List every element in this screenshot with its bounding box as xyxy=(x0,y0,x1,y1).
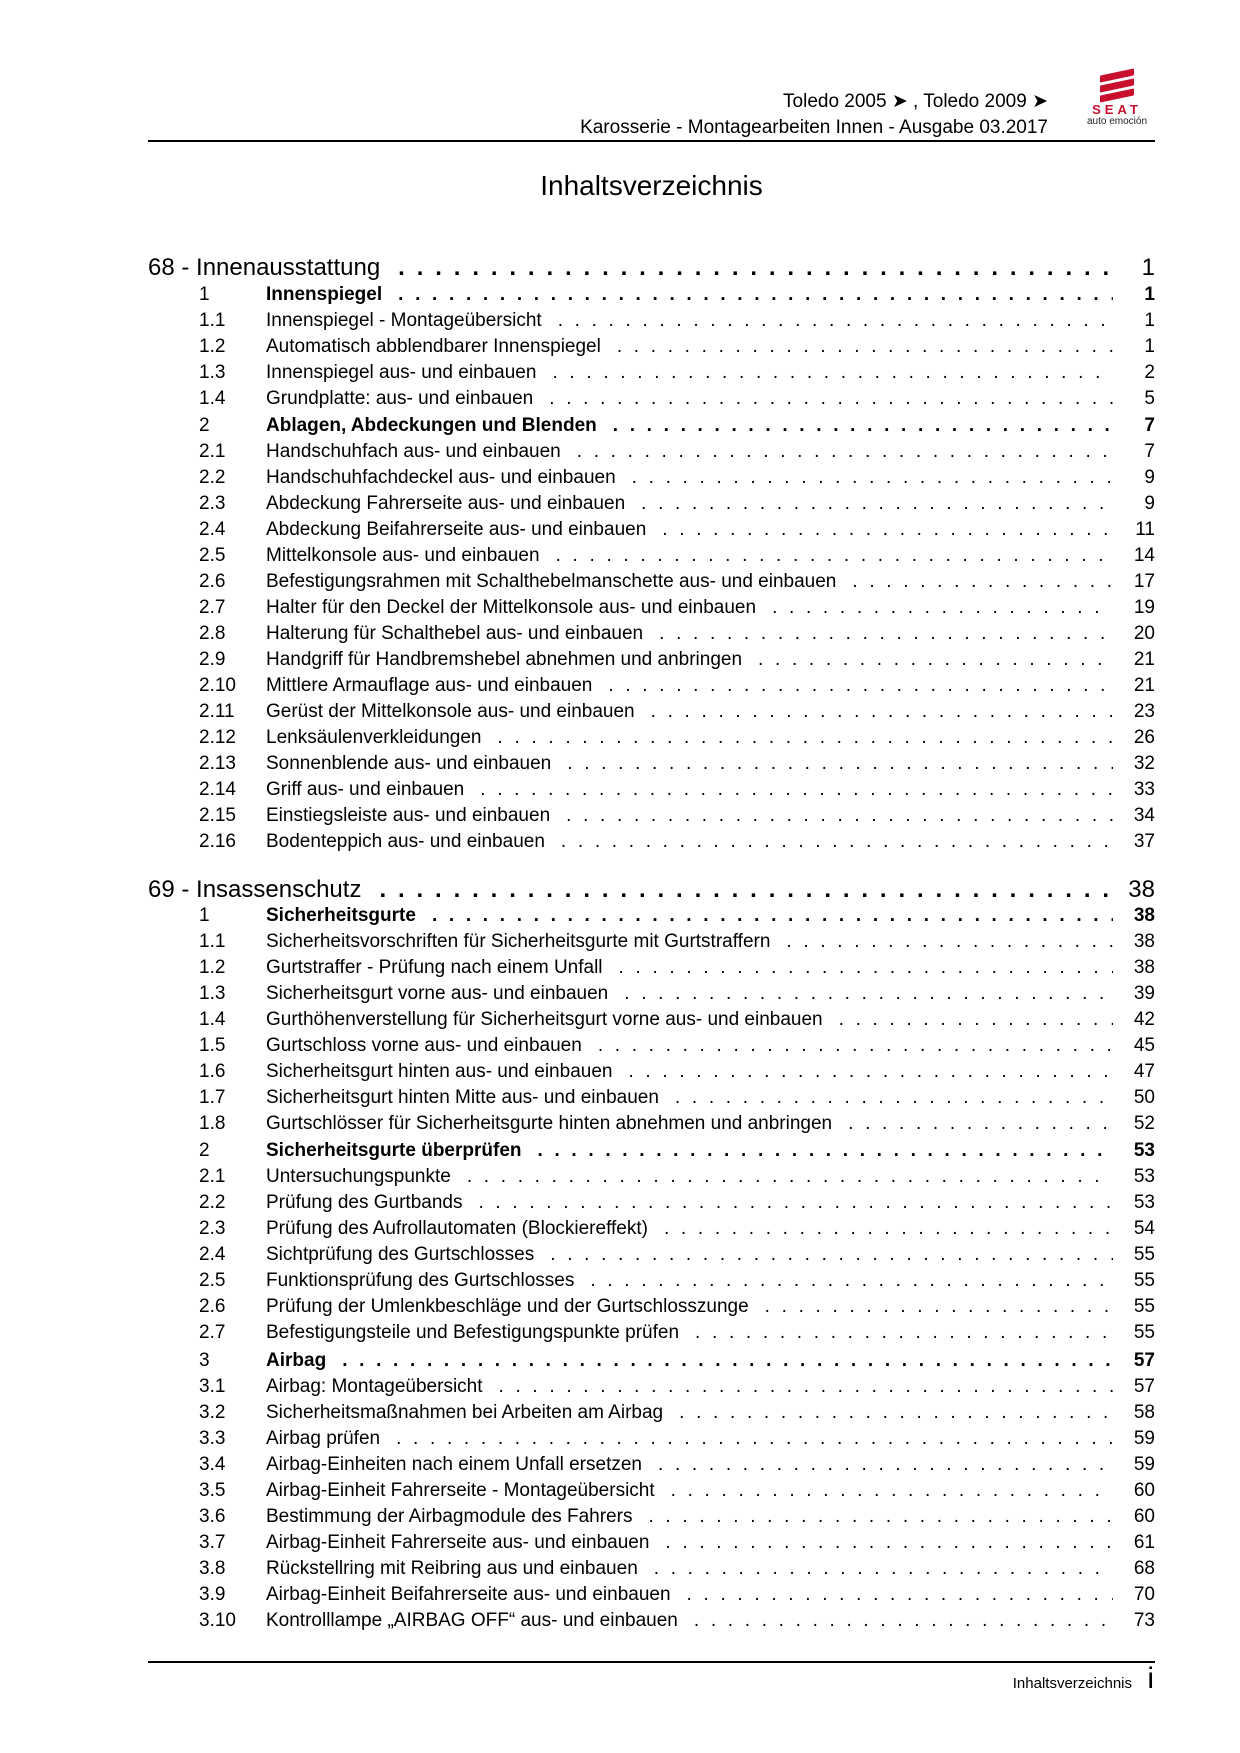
toc-leader-dots xyxy=(478,1192,1113,1214)
seat-logo xyxy=(1080,70,1154,127)
toc-label: Sicherheitsmaßnahmen bei Arbeiten am Airbag xyxy=(266,1402,664,1423)
toc-entry[interactable] xyxy=(148,1296,1155,1322)
toc-label: Abdeckung Fahrerseite aus- und einbauen xyxy=(266,493,626,514)
toc-leader-dots xyxy=(687,1584,1113,1606)
toc-entry[interactable] xyxy=(148,336,1155,362)
toc-page-number: 33 xyxy=(1133,779,1155,800)
toc-label: Sicherheitsgurte xyxy=(266,905,416,926)
toc-entry[interactable] xyxy=(148,1506,1155,1532)
toc-number: 1.4 xyxy=(199,388,226,409)
toc-entry[interactable] xyxy=(148,1610,1155,1636)
toc-leader-dots xyxy=(658,1454,1113,1476)
toc-label: Sichtprüfung des Gurtschlosses xyxy=(266,1244,535,1265)
toc-number: 2.7 xyxy=(199,1322,226,1343)
toc-label: Mittlere Armauflage aus- und einbauen xyxy=(266,675,593,696)
toc-leader-dots xyxy=(648,1506,1113,1528)
header-models: Toledo 2005 ➤ , Toledo 2009 ➤ xyxy=(783,91,1048,112)
toc-page-number: 34 xyxy=(1133,805,1155,826)
toc-entry[interactable] xyxy=(148,571,1155,597)
toc-number: 2.2 xyxy=(199,467,226,488)
toc-label: Prüfung der Umlenkbeschläge und der Gurtschlosszunge xyxy=(266,1296,749,1317)
toc-page-number: 59 xyxy=(1133,1454,1155,1475)
toc-number: 1 xyxy=(199,284,210,305)
toc-label: Untersuchungspunkte xyxy=(266,1166,451,1187)
toc-page-number: 53 xyxy=(1133,1166,1155,1187)
toc-leader-dots xyxy=(619,957,1113,979)
toc-entry[interactable] xyxy=(148,1218,1155,1244)
toc-chapter[interactable] xyxy=(148,254,1155,288)
toc-entry[interactable] xyxy=(148,362,1155,388)
toc-leader-dots xyxy=(758,649,1113,671)
toc-page-number: 55 xyxy=(1133,1296,1155,1317)
toc-entry[interactable] xyxy=(148,1402,1155,1428)
toc-page-number: 17 xyxy=(1133,571,1155,592)
toc-page-number: 68 xyxy=(1133,1558,1155,1579)
toc-label: Griff aus- und einbauen xyxy=(266,779,465,800)
logo-brand: SEAT xyxy=(1092,102,1142,117)
toc-number: 2.5 xyxy=(199,545,226,566)
toc-number: 2 xyxy=(199,415,210,436)
toc-entry[interactable] xyxy=(148,1480,1155,1506)
toc-label: Airbag-Einheiten nach einem Unfall ersetzen xyxy=(266,1454,642,1475)
toc-number: 3.6 xyxy=(199,1506,226,1527)
toc-page-number: 60 xyxy=(1133,1506,1155,1527)
toc-leader-dots xyxy=(480,779,1113,801)
toc-page-number: 60 xyxy=(1133,1480,1155,1501)
toc-number: 1.2 xyxy=(199,336,226,357)
toc-page-number: 1 xyxy=(1141,254,1155,281)
toc-leader-dots xyxy=(342,1350,1113,1372)
toc-label: Abdeckung Beifahrerseite aus- und einbauen xyxy=(266,519,647,540)
toc-page-number: 11 xyxy=(1135,519,1155,540)
toc-label: Airbag-Einheit Fahrerseite - Montageübersicht xyxy=(266,1480,655,1501)
toc-label: Grundplatte: aus- und einbauen xyxy=(266,388,534,409)
toc-number: 2.3 xyxy=(199,1218,226,1239)
toc-leader-dots xyxy=(659,623,1113,645)
toc-page-number: 54 xyxy=(1133,1218,1155,1239)
toc-label: 68 - Innenausstattung xyxy=(148,254,381,281)
toc-label: Rückstellring mit Reibring aus und einbauen xyxy=(266,1558,638,1579)
toc-number: 3.3 xyxy=(199,1428,226,1449)
header-subtitle: Karosserie - Montagearbeiten Innen - Ausgabe 03.2017 xyxy=(580,117,1048,138)
toc-page-number: 19 xyxy=(1133,597,1155,618)
toc-entry[interactable] xyxy=(148,1428,1155,1454)
toc-page-number: 7 xyxy=(1144,441,1155,462)
footer-page-number: i xyxy=(1147,1662,1154,1695)
toc-section[interactable] xyxy=(148,415,1155,441)
toc-page-number: 5 xyxy=(1144,388,1155,409)
toc-leader-dots xyxy=(498,727,1114,749)
toc-page-number: 2 xyxy=(1144,362,1155,383)
toc-label: 69 - Insassenschutz xyxy=(148,876,362,903)
toc-number: 2.1 xyxy=(199,1166,226,1187)
toc-number: 1.3 xyxy=(199,983,226,1004)
toc-entry[interactable] xyxy=(148,1454,1155,1480)
toc-label: Sicherheitsgurt hinten Mitte aus- und einbauen xyxy=(266,1087,659,1108)
toc-page-number: 57 xyxy=(1133,1350,1155,1371)
toc-label: Ablagen, Abdeckungen und Blenden xyxy=(266,415,597,436)
toc-entry[interactable] xyxy=(148,1166,1155,1192)
toc-page-number: 47 xyxy=(1133,1061,1155,1082)
toc-leader-dots xyxy=(695,1322,1113,1344)
toc-page-number: 7 xyxy=(1144,415,1155,436)
toc-number: 1.7 xyxy=(199,1087,226,1108)
toc-leader-dots xyxy=(613,415,1113,437)
toc-entry[interactable] xyxy=(148,1558,1155,1584)
toc-label: Sicherheitsgurt vorne aus- und einbauen xyxy=(266,983,609,1004)
toc-section[interactable] xyxy=(148,284,1155,310)
toc-label: Lenksäulenverkleidungen xyxy=(266,727,482,748)
toc-page-number: 50 xyxy=(1133,1087,1155,1108)
toc-entry[interactable] xyxy=(148,1087,1155,1113)
toc-leader-dots xyxy=(772,597,1113,619)
toc-entry[interactable] xyxy=(148,1244,1155,1270)
toc-leader-dots xyxy=(398,254,1113,282)
toc-number: 1.2 xyxy=(199,957,226,978)
toc-page-number: 1 xyxy=(1144,310,1155,331)
toc-number: 2.7 xyxy=(199,597,226,618)
toc-leader-dots xyxy=(552,362,1113,384)
toc-label: Sicherheitsgurt hinten aus- und einbauen xyxy=(266,1061,613,1082)
toc-label: Gurtschloss vorne aus- und einbauen xyxy=(266,1035,582,1056)
toc-page-number: 14 xyxy=(1133,545,1155,566)
toc-page-number: 38 xyxy=(1133,931,1155,952)
toc-page-number: 20 xyxy=(1133,623,1155,644)
toc-label: Automatisch abblendbarer Innenspiegel xyxy=(266,336,601,357)
toc-leader-dots xyxy=(396,1428,1113,1450)
toc-leader-dots xyxy=(549,388,1113,410)
toc-page-number: 23 xyxy=(1133,701,1155,722)
toc-entry[interactable] xyxy=(148,467,1155,493)
toc-leader-dots xyxy=(566,805,1113,827)
toc-label: Airbag-Einheit Beifahrerseite aus- und einbauen xyxy=(266,1584,671,1605)
toc-leader-dots xyxy=(617,336,1113,358)
toc-label: Gurtstraffer - Prüfung nach einem Unfall xyxy=(266,957,603,978)
toc-label: Bestimmung der Airbagmodule des Fahrers xyxy=(266,1506,633,1527)
toc-number: 3.2 xyxy=(199,1402,226,1423)
toc-leader-dots xyxy=(665,1532,1113,1554)
toc-leader-dots xyxy=(671,1480,1113,1502)
toc-page-number: 38 xyxy=(1128,876,1155,903)
toc-page-number: 39 xyxy=(1133,983,1155,1004)
toc-entry[interactable] xyxy=(148,1376,1155,1402)
toc-label: Sicherheitsgurte überprüfen xyxy=(266,1140,522,1161)
toc-entry[interactable] xyxy=(148,310,1155,336)
toc-label: Airbag: Montageübersicht xyxy=(266,1376,483,1397)
toc-number: 2 xyxy=(199,1140,210,1161)
toc-entry[interactable] xyxy=(148,727,1155,753)
toc-label: Innenspiegel aus- und einbauen xyxy=(266,362,537,383)
toc-page-number: 21 xyxy=(1133,649,1155,670)
toc-number: 2.10 xyxy=(199,675,236,696)
toc-label: Handschuhfach aus- und einbauen xyxy=(266,441,561,462)
toc-number: 1.5 xyxy=(199,1035,226,1056)
toc-number: 1.3 xyxy=(199,362,226,383)
toc-entry[interactable] xyxy=(148,753,1155,779)
toc-label: Prüfung des Gurtbands xyxy=(266,1192,463,1213)
toc-leader-dots xyxy=(786,931,1113,953)
toc-leader-dots xyxy=(679,1402,1113,1424)
toc-number: 3.4 xyxy=(199,1454,226,1475)
toc-entry[interactable] xyxy=(148,957,1155,983)
toc-page-number: 52 xyxy=(1133,1113,1155,1134)
toc-page-number: 32 xyxy=(1133,753,1155,774)
toc-leader-dots xyxy=(848,1113,1113,1135)
toc-section[interactable] xyxy=(148,905,1155,931)
toc-page-number: 9 xyxy=(1144,493,1155,514)
toc-page-number: 53 xyxy=(1133,1140,1155,1161)
toc-number: 2.6 xyxy=(199,1296,226,1317)
toc-label: Handgriff für Handbremshebel abnehmen und anbringen xyxy=(266,649,743,670)
toc-entry[interactable] xyxy=(148,831,1155,857)
toc-page-number: 55 xyxy=(1133,1322,1155,1343)
toc-entry[interactable] xyxy=(148,545,1155,571)
toc-leader-dots xyxy=(651,701,1113,723)
toc-entry[interactable] xyxy=(148,519,1155,545)
toc-entry[interactable] xyxy=(148,1270,1155,1296)
toc-label: Bodenteppich aus- und einbauen xyxy=(266,831,545,852)
toc-number: 2.15 xyxy=(199,805,236,826)
toc-page-number: 37 xyxy=(1133,831,1155,852)
toc-page-number: 38 xyxy=(1133,957,1155,978)
toc-leader-dots xyxy=(628,1061,1113,1083)
toc-label: Gurthöhenverstellung für Sicherheitsgurt vorne aus- und einbauen xyxy=(266,1009,823,1030)
toc-number: 2.3 xyxy=(199,493,226,514)
toc-entry[interactable] xyxy=(148,779,1155,805)
toc-entry[interactable] xyxy=(148,493,1155,519)
toc-number: 2.14 xyxy=(199,779,236,800)
toc-leader-dots xyxy=(598,1035,1113,1057)
toc-leader-dots xyxy=(675,1087,1113,1109)
toc-page-number: 55 xyxy=(1133,1270,1155,1291)
toc-number: 3.10 xyxy=(199,1610,236,1631)
toc-page-number: 21 xyxy=(1133,675,1155,696)
toc-label: Einstiegsleiste aus- und einbauen xyxy=(266,805,551,826)
toc-label: Halter für den Deckel der Mittelkonsole aus- und einbauen xyxy=(266,597,757,618)
toc-entry[interactable] xyxy=(148,441,1155,467)
toc-page-number: 42 xyxy=(1133,1009,1155,1030)
toc-label: Handschuhfachdeckel aus- und einbauen xyxy=(266,467,616,488)
toc-leader-dots xyxy=(694,1610,1113,1632)
toc-leader-dots xyxy=(765,1296,1113,1318)
toc-number: 3.1 xyxy=(199,1376,226,1397)
toc-page-number: 73 xyxy=(1133,1610,1155,1631)
toc-leader-dots xyxy=(852,571,1113,593)
toc-number: 2.11 xyxy=(199,701,235,722)
toc-label: Funktionsprüfung des Gurtschlosses xyxy=(266,1270,575,1291)
toc-leader-dots xyxy=(654,1558,1113,1580)
toc-number: 1.8 xyxy=(199,1113,226,1134)
header-rule xyxy=(148,140,1155,142)
toc-page-number: 61 xyxy=(1133,1532,1155,1553)
toc-leader-dots xyxy=(839,1009,1113,1031)
toc-entry[interactable] xyxy=(148,675,1155,701)
toc-leader-dots xyxy=(467,1166,1113,1188)
toc-entry[interactable] xyxy=(148,1584,1155,1610)
footer-rule xyxy=(148,1661,1155,1663)
toc-entry[interactable] xyxy=(148,1061,1155,1087)
toc-number: 3.9 xyxy=(199,1584,226,1605)
toc-number: 2.16 xyxy=(199,831,236,852)
toc-label: Innenspiegel xyxy=(266,284,383,305)
toc-number: 3 xyxy=(199,1350,210,1371)
toc-leader-dots xyxy=(624,983,1113,1005)
toc-number: 1 xyxy=(199,905,210,926)
toc-label: Halterung für Schalthebel aus- und einbauen xyxy=(266,623,644,644)
toc-number: 2.4 xyxy=(199,519,226,540)
toc-label: Innenspiegel - Montageübersicht xyxy=(266,310,542,331)
toc-entry[interactable] xyxy=(148,931,1155,957)
toc-label: Befestigungsteile und Befestigungspunkte prüfen xyxy=(266,1322,680,1343)
toc-label: Airbag prüfen xyxy=(266,1428,381,1449)
toc-number: 3.8 xyxy=(199,1558,226,1579)
toc-leader-dots xyxy=(499,1376,1113,1398)
toc-label: Gerüst der Mittelkonsole aus- und einbauen xyxy=(266,701,635,722)
footer-label: Inhaltsverzeichnis xyxy=(1012,1675,1132,1692)
toc-page-number: 26 xyxy=(1133,727,1155,748)
toc-leader-dots xyxy=(556,545,1113,567)
toc-page-number: 9 xyxy=(1144,467,1155,488)
toc-label: Airbag-Einheit Fahrerseite aus- und einbauen xyxy=(266,1532,650,1553)
toc-leader-dots xyxy=(641,493,1113,515)
toc-entry[interactable] xyxy=(148,1113,1155,1139)
toc-page-number: 55 xyxy=(1133,1244,1155,1265)
toc-number: 1.1 xyxy=(199,310,226,331)
toc-page-number: 70 xyxy=(1133,1584,1155,1605)
toc-entry[interactable] xyxy=(148,388,1155,414)
toc-leader-dots xyxy=(432,905,1113,927)
toc-leader-dots xyxy=(558,310,1113,332)
toc-leader-dots xyxy=(664,1218,1113,1240)
toc-number: 2.8 xyxy=(199,623,226,644)
toc-leader-dots xyxy=(550,1244,1113,1266)
toc-entry[interactable] xyxy=(148,701,1155,727)
toc-number: 1.6 xyxy=(199,1061,226,1082)
toc-leader-dots xyxy=(577,441,1113,463)
toc-section[interactable] xyxy=(148,1140,1155,1166)
toc-label: Befestigungsrahmen mit Schalthebelmanschette aus- und einbauen xyxy=(266,571,837,592)
toc-number: 1.1 xyxy=(199,931,226,952)
toc-label: Airbag xyxy=(266,1350,327,1371)
toc-number: 2.2 xyxy=(199,1192,226,1213)
toc-label: Sicherheitsvorschriften für Sicherheitsgurte mit Gurtstraffern xyxy=(266,931,771,952)
toc-entry[interactable] xyxy=(148,1322,1155,1348)
toc-entry[interactable] xyxy=(148,805,1155,831)
toc-label: Kontrolllampe „AIRBAG OFF“ aus- und einbauen xyxy=(266,1610,678,1631)
toc-leader-dots xyxy=(590,1270,1113,1292)
seat-logo-icon xyxy=(1100,70,1134,100)
toc-number: 2.5 xyxy=(199,1270,226,1291)
toc-page-number: 1 xyxy=(1144,336,1155,357)
toc-leader-dots xyxy=(379,876,1113,904)
toc-page-number: 45 xyxy=(1133,1035,1155,1056)
toc-leader-dots xyxy=(632,467,1113,489)
toc-leader-dots xyxy=(561,831,1113,853)
toc-leader-dots xyxy=(538,1140,1114,1162)
toc-entry[interactable] xyxy=(148,623,1155,649)
toc-entry[interactable] xyxy=(148,1009,1155,1035)
toc-label: Prüfung des Aufrollautomaten (Blockiereffekt) xyxy=(266,1218,648,1239)
toc-page-number: 58 xyxy=(1133,1402,1155,1423)
page-title: Inhaltsverzeichnis xyxy=(540,170,763,201)
toc-number: 2.6 xyxy=(199,571,226,592)
toc-number: 2.1 xyxy=(199,441,226,462)
toc-label: Gurtschlösser für Sicherheitsgurte hinten abnehmen und anbringen xyxy=(266,1113,833,1134)
toc-leader-dots xyxy=(567,753,1113,775)
toc-page-number: 59 xyxy=(1133,1428,1155,1449)
toc-entry[interactable] xyxy=(148,1532,1155,1558)
toc-label: Sonnenblende aus- und einbauen xyxy=(266,753,552,774)
toc-page-number: 38 xyxy=(1133,905,1155,926)
toc-label: Mittelkonsole aus- und einbauen xyxy=(266,545,540,566)
logo-tagline: auto emoción xyxy=(1086,116,1148,127)
toc-leader-dots xyxy=(398,284,1113,306)
toc-page-number: 53 xyxy=(1133,1192,1155,1213)
toc-entry[interactable] xyxy=(148,597,1155,623)
toc-number: 2.4 xyxy=(199,1244,226,1265)
toc-number: 3.7 xyxy=(199,1532,226,1553)
toc-number: 2.13 xyxy=(199,753,236,774)
toc-number: 1.4 xyxy=(199,1009,226,1030)
toc-number: 3.5 xyxy=(199,1480,226,1501)
toc-number: 2.12 xyxy=(199,727,236,748)
toc-page-number: 57 xyxy=(1133,1376,1155,1397)
toc-entry[interactable] xyxy=(148,1192,1155,1218)
toc-page-number: 1 xyxy=(1144,284,1155,305)
toc-entry[interactable] xyxy=(148,649,1155,675)
toc-leader-dots xyxy=(662,519,1113,541)
toc-entry[interactable] xyxy=(148,983,1155,1009)
toc-entry[interactable] xyxy=(148,1035,1155,1061)
toc-section[interactable] xyxy=(148,1350,1155,1376)
toc-leader-dots xyxy=(608,675,1113,697)
toc-number: 2.9 xyxy=(199,649,226,670)
